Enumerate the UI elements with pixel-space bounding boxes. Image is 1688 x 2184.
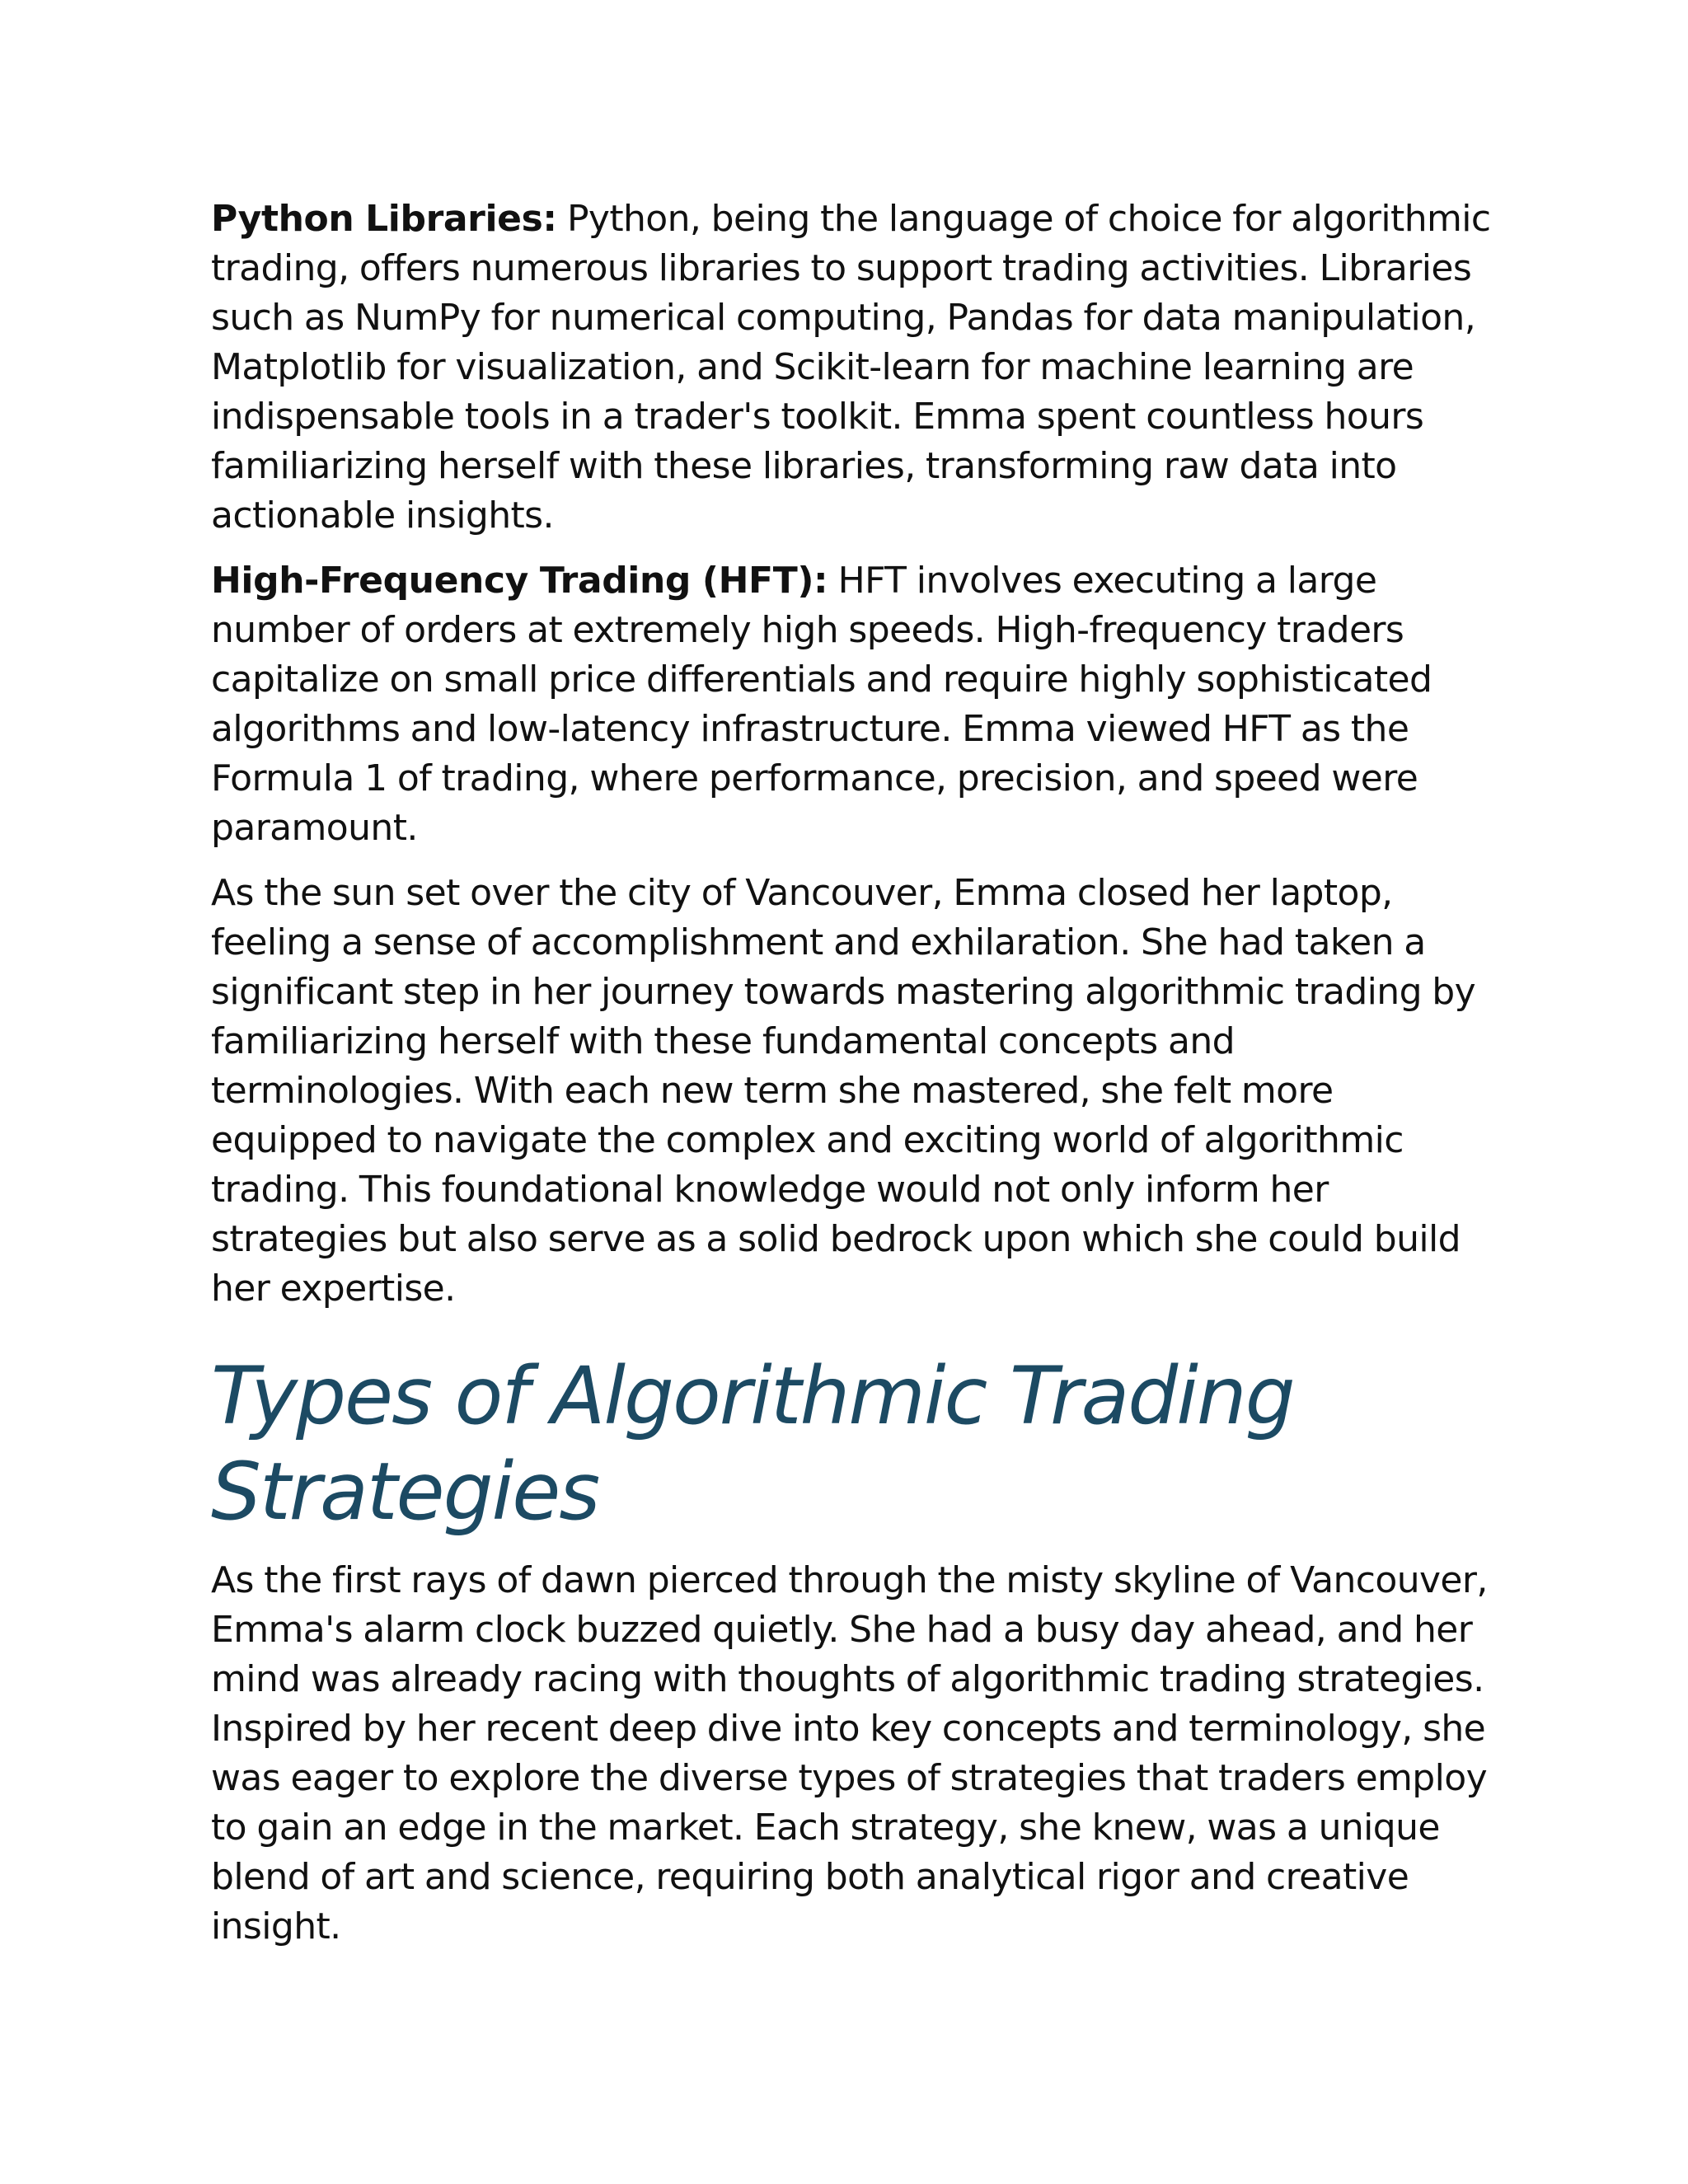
paragraph-python-libraries — [211, 194, 1497, 541]
paragraph-sunset: As the sun set over the city of Vancouver, Emma closed her laptop, feeling a sense of accomplishment and exhilaration. She had taken a significant step in her journey towards mastering algorithmic trading by familiarizing herself with these fundamental concepts and terminologies. With each new term she mastered, she felt more equipped to navigate the complex and exciting world of algorithmic trading. This foundational knowledge would not only inform her strategies but also serve as a solid bedrock upon which she could build her expertise. — [211, 872, 1476, 1310]
document-page — [211, 194, 1497, 1967]
term-python-libraries: Python Libraries: — [211, 198, 557, 240]
definition-python-libraries: Python, being the language of choice for algorithmic trading, offers numerous libraries to support trading activities. Libraries such as NumPy for numerical computing, Pandas for data manipulation, Matplotlib for visualization, and Scikit-learn for machine learning are indispensable tools in a trader's toolkit. Emma spent countless hours familiarizing herself with these libraries, transforming raw data into actionable insights. — [211, 198, 1491, 537]
paragraph-dawn: As the first rays of dawn pierced through the misty skyline of Vancouver, Emma's alarm clock buzzed quietly. She had a busy day ahead, and her mind was already racing with thoughts of algorithmic trading strategies. Inspired by her recent deep dive into key concepts and terminology, she was eager to explore the diverse types of strategies that traders employ to gain an edge in the market. Each strategy, she knew, was a unique blend of art and science, requiring both analytical rigor and creative insight. — [211, 1559, 1488, 1947]
paragraph-hft — [211, 556, 1497, 853]
section-heading: Types of Algorithmic Trading Strategies — [211, 1350, 1294, 1538]
definition-hft: HFT involves executing a large number of orders at extremely high speeds. High-frequency traders capitalize on small price differentials and require highly sophisticated algorithms and low-latency infrastructure. Emma viewed HFT as the Formula 1 of trading, where performance, precision, and speed were paramount. — [211, 560, 1432, 849]
term-hft: High-Frequency Trading (HFT): — [211, 560, 828, 602]
